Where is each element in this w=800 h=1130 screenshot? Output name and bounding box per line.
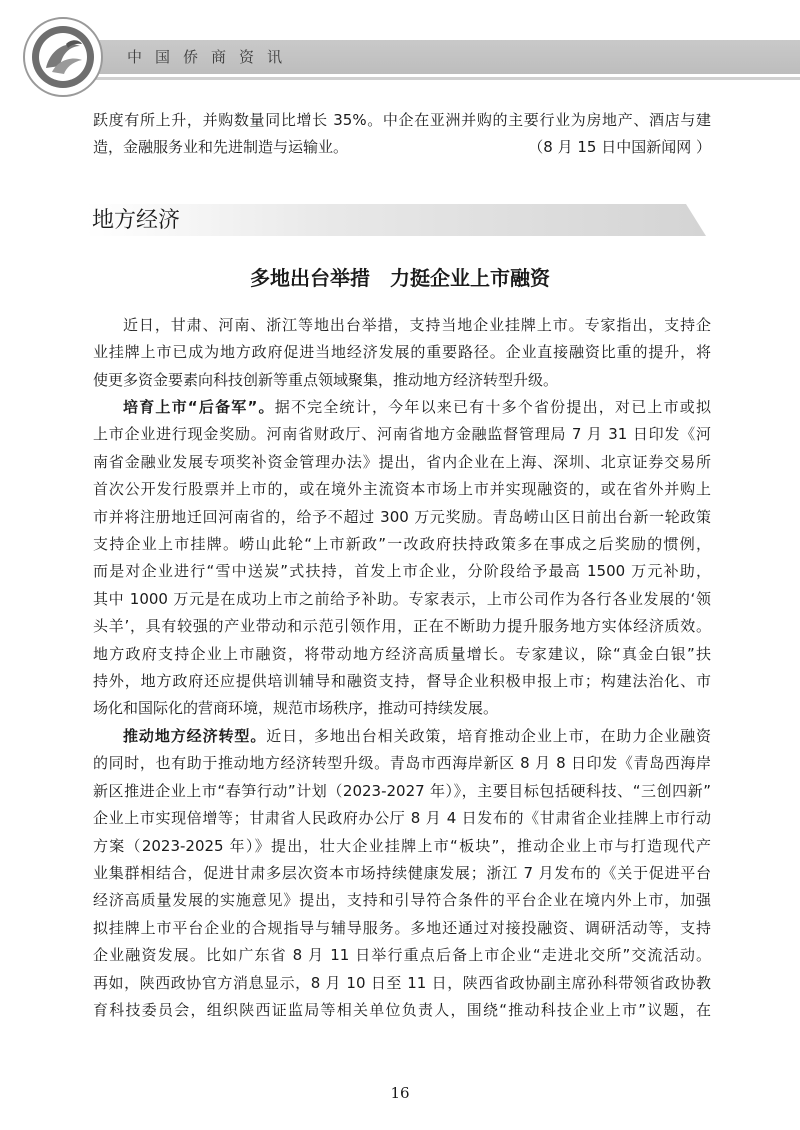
header-divider <box>45 77 800 80</box>
text-line: 南省金融业发展专项奖补资金管理办法》提出，省内企业在上海、深圳、北京证券交易所 <box>93 452 711 471</box>
article-paragraph-1 <box>93 312 711 394</box>
article-paragraph-2 <box>93 394 711 723</box>
text-line: 近日，甘肃、河南、浙江等地出台举措，支持当地企业挂牌上市。专家指出，支持企 <box>123 316 711 334</box>
source-citation: （8 月 15 日中国新闻网 ） <box>528 138 711 156</box>
header-title: 中国侨商资讯 <box>127 48 296 66</box>
text-line: 头羊’，具有较强的产业带动和示范引领作用，正在不断助力提升服务地方实体经济质效。 <box>93 617 711 636</box>
text-line: 场化和国际化的营商环境，规范市场秩序，推动可持续发展。 <box>93 699 499 718</box>
text-line: 经济高质量发展的实施意见》提出，支持和引导符合条件的平台企业在境内外上市，加强 <box>93 891 711 910</box>
paragraph-text: 据不完全统计，今年以来已有十多个省份提出，对已上市或拟 <box>274 398 712 416</box>
text-line: 首次公开发行股票并上市的，或在境外主流资本市场上市并实现融资的，或在省外并购上 <box>93 480 711 499</box>
text-line: 企业融资发展。比如广东省 8 月 11 日举行重点后备上市企业“走进北交所”交流活动。 <box>93 946 711 965</box>
text-line: 上市企业进行现金奖励。河南省财政厅、河南省地方金融监督管理局 7 月 31 日印发《河 <box>93 425 711 444</box>
text-line: 业挂牌上市已成为地方政府促进当地经济发展的重要路径。企业直接融资比重的提升，将 <box>93 343 711 362</box>
text-line: 使更多资金要素向科技创新等重点领域聚集，推动地方经济转型升级。 <box>93 370 559 389</box>
section-title: 地方经济 <box>92 208 181 233</box>
intro-source <box>93 134 711 161</box>
text-line: 支持企业上市挂牌。崂山此轮“上市新政”一改政府扶持政策多在事成之后奖励的惯例， <box>93 534 711 553</box>
paragraph-heading: 培育上市“后备军”。 <box>123 398 275 416</box>
text-line <box>93 394 711 421</box>
paragraph-heading: 推动地方经济转型。 <box>123 727 267 745</box>
text-line: 地方政府支持企业上市融资，将带动地方经济高质量增长。专家建议，除“真金白银”扶 <box>93 644 711 663</box>
article-paragraph-3 <box>93 723 711 1024</box>
logo-icon <box>22 16 104 98</box>
text-line: 其中 1000 万元是在成功上市之前给予补助。专家表示，上市公司作为各行各业发展的‘领 <box>93 589 711 608</box>
text-line: 方案（2023-2025 年）》提出，壮大企业挂牌上市“板块”，推动企业上市与打造现代产 <box>93 836 711 855</box>
text-line: 育科技委员会，组织陕西证监局等相关单位负责人，围绕“推动科技企业上市”议题，在 <box>93 1000 711 1019</box>
text-line: 持外，地方政府还应提供培训辅导和融资支持，督导企业积极申报上市；构建法治化、市 <box>93 671 711 690</box>
text-line: 跃度有所上升，并购数量同比增长 35%。中企在亚洲并购的主要行业为房地产、酒店与建 <box>93 111 711 129</box>
page-number: 16 <box>390 1084 410 1102</box>
text-line: 造，金融服务业和先进制造与运输业。 <box>93 138 349 157</box>
text-line: 新区推进企业上市“春笋行动”计划（2023-2027 年）》，主要目标包括硬科技、“三创四新” <box>93 781 711 800</box>
text-line: 业集群相结合，促进甘肃多层次资本市场持续健康发展；浙江 7 月发布的《关于促进平台 <box>93 863 711 882</box>
article-title: 多地出台举措 力挺企业上市融资 <box>250 266 550 290</box>
text-line: 的同时，也有助于推动地方经济转型升级。青岛市西海岸新区 8 月 8 日印发《青岛西海岸 <box>93 754 711 773</box>
text-line: 而是对企业进行“雪中送炭”式扶持，首发上市企业，分阶段给予最高 1500 万元补助， <box>93 562 711 581</box>
paragraph-text: 近日，多地出台相关政策，培育推动企业上市，在助力企业融资 <box>266 727 711 745</box>
text-line: 拟挂牌上市平台企业的合规指导与辅导服务。多地还通过对接投融资、调研活动等，支持 <box>93 918 711 937</box>
text-line: 企业上市实现倍增等；甘肃省人民政府办公厅 8 月 4 日发布的《甘肃省企业挂牌上市行动 <box>93 809 711 828</box>
text-line <box>93 723 711 750</box>
text-line: 市并将注册地迁回河南省的，给予不超过 300 万元奖励。青岛崂山区日前出台新一轮政策 <box>93 507 711 526</box>
text-line: 再如，陕西政协官方消息显示，8 月 10 日至 11 日，陕西省政协副主席孙科带领省政协教 <box>93 973 711 992</box>
